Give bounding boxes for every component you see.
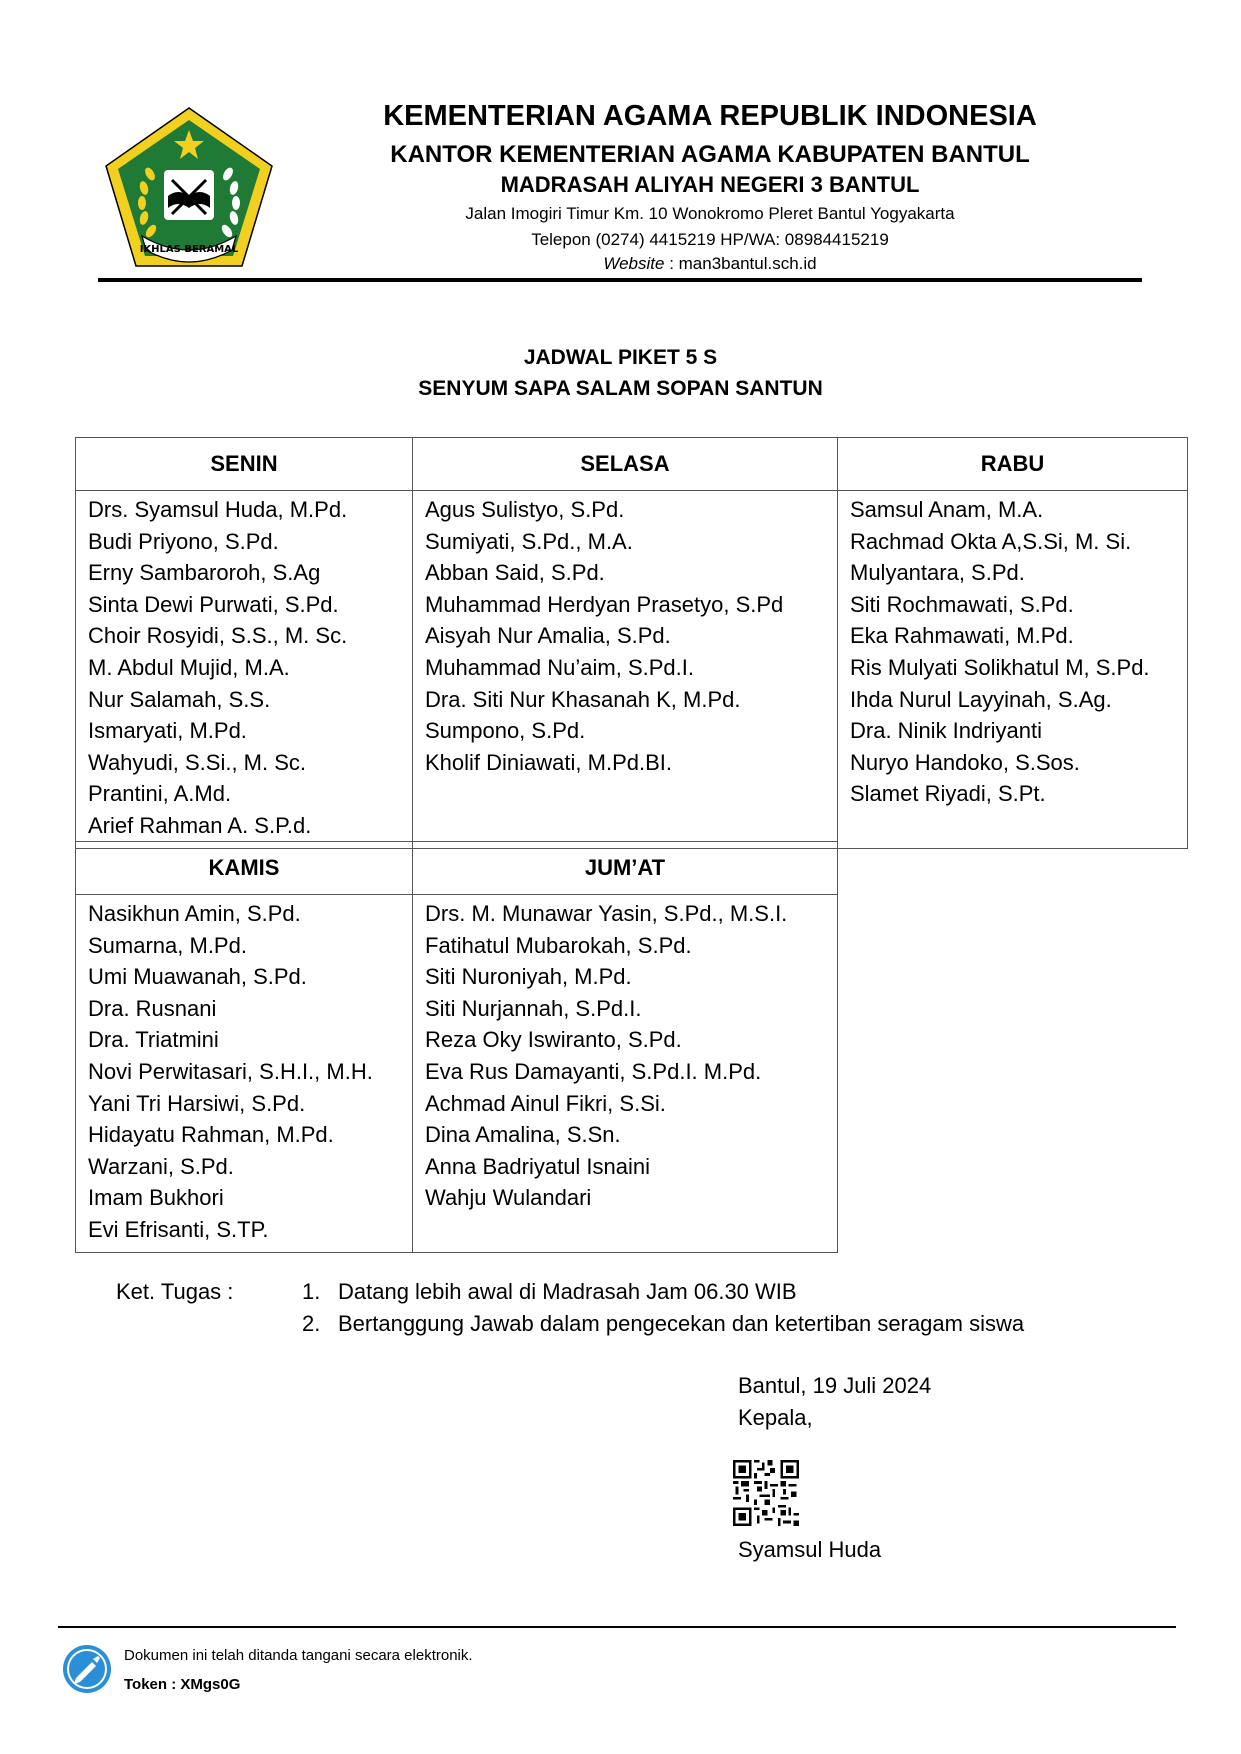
- day-header-kamis: KAMIS: [76, 842, 413, 895]
- list-item: Dra. Siti Nur Khasanah K, M.Pd.: [425, 686, 741, 712]
- list-item: M. Abdul Mujid, M.A.: [88, 654, 290, 680]
- signature-role: Kepala,: [738, 1405, 813, 1430]
- list-item: Ihda Nurul Layyinah, S.Ag.: [850, 686, 1112, 712]
- signature-place-date: Bantul, 19 Juli 2024: [738, 1373, 932, 1398]
- day-header-jumat: JUM’AT: [413, 842, 838, 895]
- list-item: Umi Muawanah, S.Pd.: [88, 964, 307, 990]
- esign-note: Dokumen ini telah ditanda tangani secara elektronik.: [124, 1647, 473, 1664]
- list-item: Dina Amalina, S.Sn.: [425, 1122, 621, 1148]
- institution-ministry: KEMENTERIAN AGAMA REPUBLIK INDONESIA: [383, 100, 1037, 132]
- list-item: Wahju Wulandari: [425, 1185, 592, 1211]
- names-jumat: [413, 895, 838, 1253]
- list-item: Warzani, S.Pd.: [88, 1153, 234, 1179]
- list-item: Nur Salamah, S.S.: [88, 686, 271, 712]
- list-item: Anna Badriyatul Isnaini: [425, 1153, 651, 1179]
- table-row: [76, 895, 838, 1253]
- svg-text:IKHLAS BERAMAL: IKHLAS BERAMAL: [139, 244, 239, 255]
- school-address: Jalan Imogiri Timur Km. 10 Wonokromo Pleret Bantul Yogyakarta: [465, 204, 955, 223]
- list-item: Muhammad Herdyan Prasetyo, S.Pd: [425, 591, 784, 617]
- task-text: Datang lebih awal di Madrasah Jam 06.30 WIB: [338, 1279, 797, 1304]
- list-item: Sinta Dewi Purwati, S.Pd.: [88, 591, 339, 617]
- table-row: [76, 491, 1188, 849]
- document-subtitle: SENYUM SAPA SALAM SOPAN SANTUN: [418, 377, 823, 400]
- list-item: Aisyah Nur Amalia, S.Pd.: [425, 623, 671, 649]
- list-item: Kholif Diniawati, M.Pd.BI.: [425, 749, 672, 775]
- website-label: Website: [603, 254, 665, 273]
- list-item: Rachmad Okta A,S.Si, M. Si.: [850, 528, 1132, 554]
- list-item: Muhammad Nu’aim, S.Pd.I.: [425, 654, 694, 680]
- list-item: Prantini, A.Md.: [88, 781, 232, 807]
- electronic-signature-icon: [62, 1644, 112, 1694]
- list-item: Samsul Anam, M.A.: [850, 497, 1044, 522]
- names-senin: [76, 491, 413, 849]
- task-number: 2.: [302, 1311, 321, 1336]
- list-item: Eva Rus Damayanti, S.Pd.I. M.Pd.: [425, 1058, 762, 1084]
- footer-divider: [58, 1626, 1176, 1628]
- list-item: Hidayatu Rahman, M.Pd.: [88, 1122, 334, 1148]
- names-selasa: [413, 491, 838, 849]
- tasks-label: Ket. Tugas :: [116, 1279, 234, 1304]
- table-header-row: [76, 842, 838, 895]
- names-rabu: [838, 491, 1188, 849]
- document-title: JADWAL PIKET 5 S: [523, 346, 718, 369]
- institution-school: MADRASAH ALIYAH NEGERI 3 BANTUL: [500, 172, 920, 197]
- list-item: Arief Rahman A. S.P.d.: [88, 812, 312, 838]
- list-item: Eka Rahmawati, M.Pd.: [850, 623, 1074, 649]
- list-item: Abban Said, S.Pd.: [425, 560, 605, 586]
- list-item: Budi Priyono, S.Pd.: [88, 528, 279, 554]
- list-item: Dra. Triatmini: [88, 1027, 219, 1053]
- signature-name: Syamsul Huda: [738, 1537, 882, 1562]
- esign-token: Token : XMgs0G: [124, 1676, 241, 1693]
- list-item: Ris Mulyati Solikhatul M, S.Pd.: [850, 654, 1150, 680]
- day-header-selasa: SELASA: [413, 438, 838, 491]
- list-item: Siti Nuroniyah, M.Pd.: [425, 964, 632, 990]
- day-header-senin: SENIN: [76, 438, 413, 491]
- task-item: [302, 1311, 1024, 1337]
- list-item: Sumpono, S.Pd.: [425, 718, 586, 744]
- list-item: Siti Rochmawati, S.Pd.: [850, 591, 1074, 617]
- list-item: Novi Perwitasari, S.H.I., M.H.: [88, 1058, 373, 1084]
- list-item: Yani Tri Harsiwi, S.Pd.: [88, 1090, 306, 1116]
- school-phone: Telepon (0274) 4415219 HP/WA: 08984415219: [531, 230, 889, 249]
- qr-code-icon: [733, 1460, 799, 1526]
- list-item: Fatihatul Mubarokah, S.Pd.: [425, 932, 692, 958]
- institution-office: KANTOR KEMENTERIAN AGAMA KABUPATEN BANTUL: [390, 141, 1030, 168]
- school-website: [320, 254, 1100, 274]
- list-item: Choir Rosyidi, S.S., M. Sc.: [88, 623, 348, 649]
- task-number: 1.: [302, 1279, 321, 1304]
- list-item: Reza Oky Iswiranto, S.Pd.: [425, 1027, 682, 1053]
- names-kamis: [76, 895, 413, 1253]
- list-item: Nuryo Handoko, S.Sos.: [850, 749, 1080, 775]
- letterhead-divider: [98, 278, 1142, 282]
- task-item: [302, 1279, 797, 1305]
- list-item: Drs. Syamsul Huda, M.Pd.: [88, 497, 348, 522]
- day-header-rabu: RABU: [838, 438, 1188, 491]
- list-item: Sumarna, M.Pd.: [88, 932, 247, 958]
- list-item: Siti Nurjannah, S.Pd.I.: [425, 995, 642, 1021]
- list-item: Ismaryati, M.Pd.: [88, 718, 247, 744]
- list-item: Wahyudi, S.Si., M. Sc.: [88, 749, 307, 775]
- list-item: Agus Sulistyo, S.Pd.: [425, 497, 625, 522]
- list-item: Achmad Ainul Fikri, S.Si.: [425, 1090, 666, 1116]
- list-item: Dra. Ninik Indriyanti: [850, 718, 1042, 744]
- task-text: Bertanggung Jawab dalam pengecekan dan ketertiban seragam siswa: [338, 1311, 1025, 1336]
- table-header-row: [76, 438, 1188, 491]
- list-item: Mulyantara, S.Pd.: [850, 560, 1025, 586]
- schedule-table-top: [75, 437, 1188, 849]
- schedule-table-bottom: [75, 841, 838, 1253]
- list-item: Drs. M. Munawar Yasin, S.Pd., M.S.I.: [425, 901, 788, 926]
- kemenag-logo: [102, 104, 277, 270]
- list-item: Evi Efrisanti, S.TP.: [88, 1216, 269, 1242]
- list-item: Imam Bukhori: [88, 1185, 224, 1211]
- list-item: Erny Sambaroroh, S.Ag: [88, 560, 321, 586]
- list-item: Sumiyati, S.Pd., M.A.: [425, 528, 633, 554]
- list-item: Nasikhun Amin, S.Pd.: [88, 901, 301, 926]
- list-item: Slamet Riyadi, S.Pt.: [850, 781, 1046, 807]
- list-item: Dra. Rusnani: [88, 995, 217, 1021]
- website-value: : man3bantul.sch.id: [664, 254, 817, 273]
